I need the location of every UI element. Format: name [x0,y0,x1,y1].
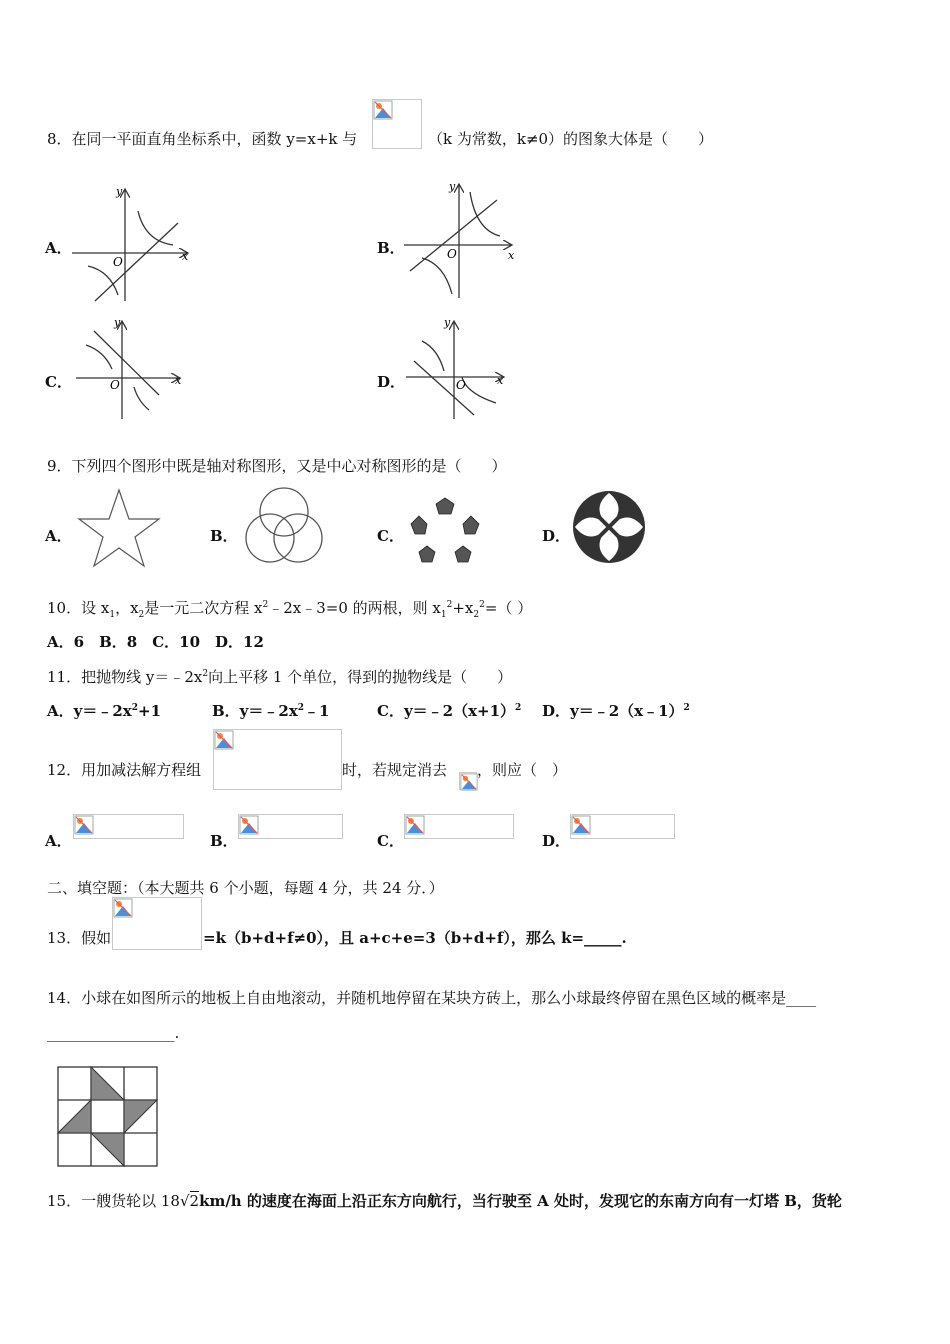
broken-image-formula-q8 [372,99,422,149]
q9-option-d-label[interactable]: D． [542,527,571,545]
q9-option-a-label[interactable]: A． [45,527,72,545]
broken-image-icon [373,100,393,120]
q8-graph-d [404,315,516,423]
q14-floor-grid-figure [57,1066,159,1168]
broken-image-fraction-q13 [112,897,202,950]
broken-image-icon [405,815,425,835]
svg-text:x: x [175,374,182,387]
broken-image-q12-option-c [404,814,514,839]
broken-image-q12-option-b [238,814,343,839]
broken-image-system-q12 [213,729,342,790]
q9-three-circles-figure [236,484,332,568]
q13-text-post: =k（b+d+f≠0），且 a+c+e=3（b+d+f），那么 k=_____. [203,929,627,947]
svg-text:O: O [447,247,457,261]
q11-text: 11．把抛物线 $y=﹣2x^2$向上平移 1 个单位，得到的抛物线是（ ） [47,668,513,686]
broken-image-icon [460,773,478,791]
q8-option-c-label[interactable]: C． [45,373,72,391]
q9-pentagons-figure [405,494,485,570]
svg-text:x: x [182,250,189,263]
q9-text: 9．下列四个图形中既是轴对称图形，又是中心对称图形的是（ ） [47,457,507,475]
svg-text:O: O [110,378,120,392]
q8-option-d-label[interactable]: D． [377,373,406,391]
q11-option-b[interactable]: B．$y=﹣2x^2﹣1$ [212,702,330,720]
q8-option-b-label[interactable]: B． [377,239,405,257]
svg-text:y: y [116,185,123,198]
q12-option-a-label[interactable]: A． [45,832,72,850]
q12-option-d-label[interactable]: D． [542,832,571,850]
q14-text: 14．小球在如图所示的地板上自由地滚动，并随机地停留在某块方砖上，那么小球最终停留在黑色区域的概率是____ [47,989,817,1007]
broken-image-icon [571,815,591,835]
section-2-title: 二、填空题：（本大题共 6 个小题，每题 4 分，共 24 分．） [47,879,444,897]
q11-option-a[interactable]: A．$y=﹣2x^2+1$ [47,702,162,720]
q12-text-mid: 时，若规定消去 [342,761,448,779]
q11-option-c[interactable]: C．$y=﹣2(x+1)^2$ [377,702,522,720]
svg-text:x: x [497,374,504,387]
svg-text:y: y [449,180,456,193]
broken-image-q12-option-d [570,814,675,839]
q9-option-b-label[interactable]: B． [210,527,238,545]
q13-text-pre: 13．假如 [47,929,112,947]
svg-text:y: y [444,316,451,329]
broken-image-icon [239,815,259,835]
q9-circle-petals-figure [570,488,648,566]
q11-option-d[interactable]: D．y＝﹣2（x﹣1）$^2$ [542,702,690,720]
origin-label: O [113,255,123,269]
q15-text: 15．一艘货轮以 18√2km/h 的速度在海面上沿正东方向航行，当行驶至 A 处时，发现它的东南方向有一灯塔 B，货轮 [47,1192,842,1210]
sqrt-symbol: √2 [179,1192,200,1210]
broken-image-q12-option-a [73,814,184,839]
q9-option-c-label[interactable]: C． [377,527,404,545]
broken-image-icon [214,730,234,750]
q12-option-b-label[interactable]: B． [210,832,238,850]
svg-text:y: y [114,316,121,329]
svg-text:x: x [508,249,515,262]
broken-image-icon [74,815,94,835]
broken-image-icon [113,898,133,918]
q12-text-pre: 12．用加减法解方程组 [47,761,202,779]
broken-image-var-q12 [459,772,477,790]
q10-options[interactable]: A．6 B．8 C．10 D．12 [47,633,264,651]
q8-text: 8．在同一平面直角坐标系中，函数 y=x+k 与 [47,130,358,148]
q14-text-2: _________________. [47,1024,180,1042]
q8-option-a-label[interactable]: A． [45,239,72,257]
q10-text: 10．设 $x_1$，$x_2$是一元二次方程 $x^2﹣2x﹣3=0$ 的两根，则 $x_1^2+x_2^2=$（ ） [47,599,533,620]
q9-star-figure [75,486,163,568]
q8-graph-a [70,183,195,305]
q8-graph-c [74,315,186,423]
q8-text-2: （k 为常数，k≠0）的图象大体是（ ） [428,130,714,148]
q12-option-c-label[interactable]: C． [377,832,404,850]
q8-graph-b [402,178,520,303]
svg-text:O: O [456,378,466,392]
q12-text-post: ，则应（ ） [477,761,568,779]
